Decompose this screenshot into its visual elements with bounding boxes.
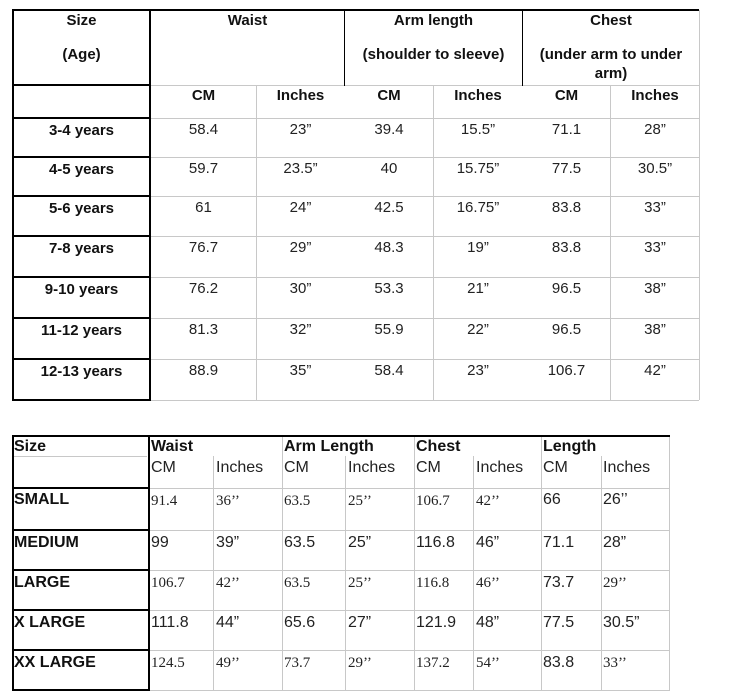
header-length: Length xyxy=(543,438,597,455)
adult-cell: 25’’ xyxy=(348,493,372,509)
adult-cell: 25’’ xyxy=(348,575,372,591)
adult-cell: 83.8 xyxy=(543,654,575,671)
kids-cell: 77.5 xyxy=(551,160,582,177)
kids-cell: 58.4 xyxy=(188,121,219,138)
kids-row-size: 4-5 years xyxy=(48,161,115,178)
kids-cell: 42.5 xyxy=(374,199,404,216)
kids-row-size: 11-12 years xyxy=(41,322,122,339)
kids-row-size: 5-6 years xyxy=(48,200,115,217)
unit-inches: Inches xyxy=(603,459,651,476)
adult-cell: 42’’ xyxy=(216,575,240,591)
unit-cm: CM xyxy=(377,87,401,104)
header-waist: Waist xyxy=(227,12,268,29)
kids-row-size: 3-4 years xyxy=(48,122,115,139)
kids-cell: 42” xyxy=(644,362,666,379)
adult-cell: 116.8 xyxy=(416,534,455,551)
kids-cell: 38” xyxy=(644,321,666,338)
kids-row-size: 12-13 years xyxy=(40,363,123,380)
header-arm-length: Arm Length xyxy=(284,438,374,455)
adult-cell: 46” xyxy=(476,534,500,551)
unit-inches: Inches xyxy=(348,459,396,476)
kids-cell: 29” xyxy=(289,239,312,256)
adult-cell: 48” xyxy=(476,614,500,631)
unit-cm: CM xyxy=(191,87,216,104)
adult-cell: 33’’ xyxy=(603,655,627,671)
adult-cell: 25” xyxy=(348,534,372,551)
adult-cell: 63.5 xyxy=(284,534,316,551)
kids-cell: 23” xyxy=(467,362,489,379)
kids-cell: 15.5” xyxy=(460,121,496,138)
kids-cell: 106.7 xyxy=(547,362,586,379)
header-chest: Chest xyxy=(590,12,632,29)
adult-cell: 124.5 xyxy=(151,655,185,671)
adult-cell: 66 xyxy=(543,491,561,508)
adult-row-size: MEDIUM xyxy=(14,534,79,551)
unit-inches: Inches xyxy=(631,87,679,104)
adult-cell: 73.7 xyxy=(284,655,311,671)
adult-cell: 54’’ xyxy=(476,655,500,671)
kids-cell: 28” xyxy=(644,121,666,138)
kids-cell: 58.4 xyxy=(374,362,404,379)
kids-cell: 55.9 xyxy=(374,321,404,338)
unit-cm: CM xyxy=(151,459,176,476)
kids-cell: 96.5 xyxy=(551,280,582,297)
kids-cell: 35” xyxy=(289,362,312,379)
kids-cell: 48.3 xyxy=(374,239,404,256)
adult-cell: 44” xyxy=(216,614,240,631)
kids-cell: 33” xyxy=(644,199,666,216)
unit-cm: CM xyxy=(554,87,579,104)
header-arm-length: Arm length xyxy=(393,12,474,29)
kids-cell: 22” xyxy=(467,321,489,338)
adult-cell: 29’’ xyxy=(348,655,372,671)
kids-cell: 61 xyxy=(195,199,212,216)
unit-cm: CM xyxy=(284,459,309,476)
kids-cell: 96.5 xyxy=(551,321,582,338)
kids-cell: 15.75” xyxy=(456,160,500,177)
adult-cell: 116.8 xyxy=(416,575,450,591)
kids-cell: 83.8 xyxy=(551,199,582,216)
kids-cell: 23.5” xyxy=(283,160,318,177)
kids-cell: 81.3 xyxy=(188,321,219,338)
kids-row-size: 7-8 years xyxy=(48,240,115,257)
header-chest: Chest xyxy=(416,438,461,455)
adult-cell: 26’’ xyxy=(603,491,628,508)
adult-row-size: XX LARGE xyxy=(14,654,96,671)
adult-cell: 63.5 xyxy=(284,493,311,509)
unit-cm: CM xyxy=(416,459,441,476)
adult-row-size: LARGE xyxy=(14,574,70,591)
header-age: (Age) xyxy=(62,46,101,63)
kids-cell: 53.3 xyxy=(374,280,404,297)
unit-cm: CM xyxy=(543,459,568,476)
kids-cell: 30.5” xyxy=(637,160,673,177)
kids-cell: 23” xyxy=(289,121,312,138)
adult-cell: 106.7 xyxy=(151,575,185,591)
header-arm-sub: (shoulder to sleeve) xyxy=(362,46,505,63)
header-chest-sub: (under arm to under xyxy=(539,46,683,63)
kids-cell: 40 xyxy=(380,160,398,177)
adult-cell: 77.5 xyxy=(543,614,575,631)
adult-cell: 91.4 xyxy=(151,493,178,509)
adult-cell: 28” xyxy=(603,534,627,551)
adult-cell: 63.5 xyxy=(284,575,311,591)
kids-cell: 19” xyxy=(467,239,489,256)
adult-row-size: SMALL xyxy=(14,491,70,508)
adult-cell: 49’’ xyxy=(216,655,240,671)
adult-cell: 29’’ xyxy=(603,575,627,591)
adult-cell: 99 xyxy=(151,534,169,551)
header-size: Size xyxy=(14,438,47,455)
unit-inches: Inches xyxy=(454,87,502,104)
kids-cell: 24” xyxy=(289,199,312,216)
adult-cell: 27” xyxy=(348,614,372,631)
adult-cell: 46’’ xyxy=(476,575,500,591)
adult-cell: 121.9 xyxy=(416,614,457,631)
header-chest-sub2: arm) xyxy=(594,65,628,82)
unit-inches: Inches xyxy=(276,87,325,104)
adult-row-size: X LARGE xyxy=(14,614,86,631)
adult-cell: 42’’ xyxy=(476,493,500,509)
adult-cell: 65.6 xyxy=(284,614,316,631)
kids-row-size: 9-10 years xyxy=(44,281,119,298)
unit-inches: Inches xyxy=(476,459,524,476)
kids-cell: 71.1 xyxy=(551,121,582,138)
kids-cell: 83.8 xyxy=(551,239,582,256)
kids-cell: 21” xyxy=(467,280,489,297)
kids-cell: 38” xyxy=(644,280,666,297)
kids-cell: 33” xyxy=(644,239,666,256)
kids-cell: 76.2 xyxy=(188,280,219,297)
adult-cell: 111.8 xyxy=(151,614,189,631)
kids-cell: 88.9 xyxy=(188,362,219,379)
kids-cell: 16.75” xyxy=(456,199,500,216)
header-waist: Waist xyxy=(151,438,194,455)
adult-cell: 137.2 xyxy=(416,655,450,671)
adult-cell: 73.7 xyxy=(543,574,575,591)
unit-inches: Inches xyxy=(216,459,264,476)
adult-cell: 30.5” xyxy=(603,614,640,631)
header-size: Size xyxy=(66,12,97,29)
kids-cell: 30” xyxy=(289,280,312,297)
kids-cell: 76.7 xyxy=(188,239,219,256)
adult-cell: 71.1 xyxy=(543,534,575,551)
adult-cell: 106.7 xyxy=(416,493,450,509)
kids-cell: 32” xyxy=(289,321,312,338)
kids-cell: 59.7 xyxy=(188,160,219,177)
adult-cell: 36’’ xyxy=(216,493,240,509)
adult-cell: 39” xyxy=(216,534,240,551)
kids-cell: 39.4 xyxy=(374,121,404,138)
